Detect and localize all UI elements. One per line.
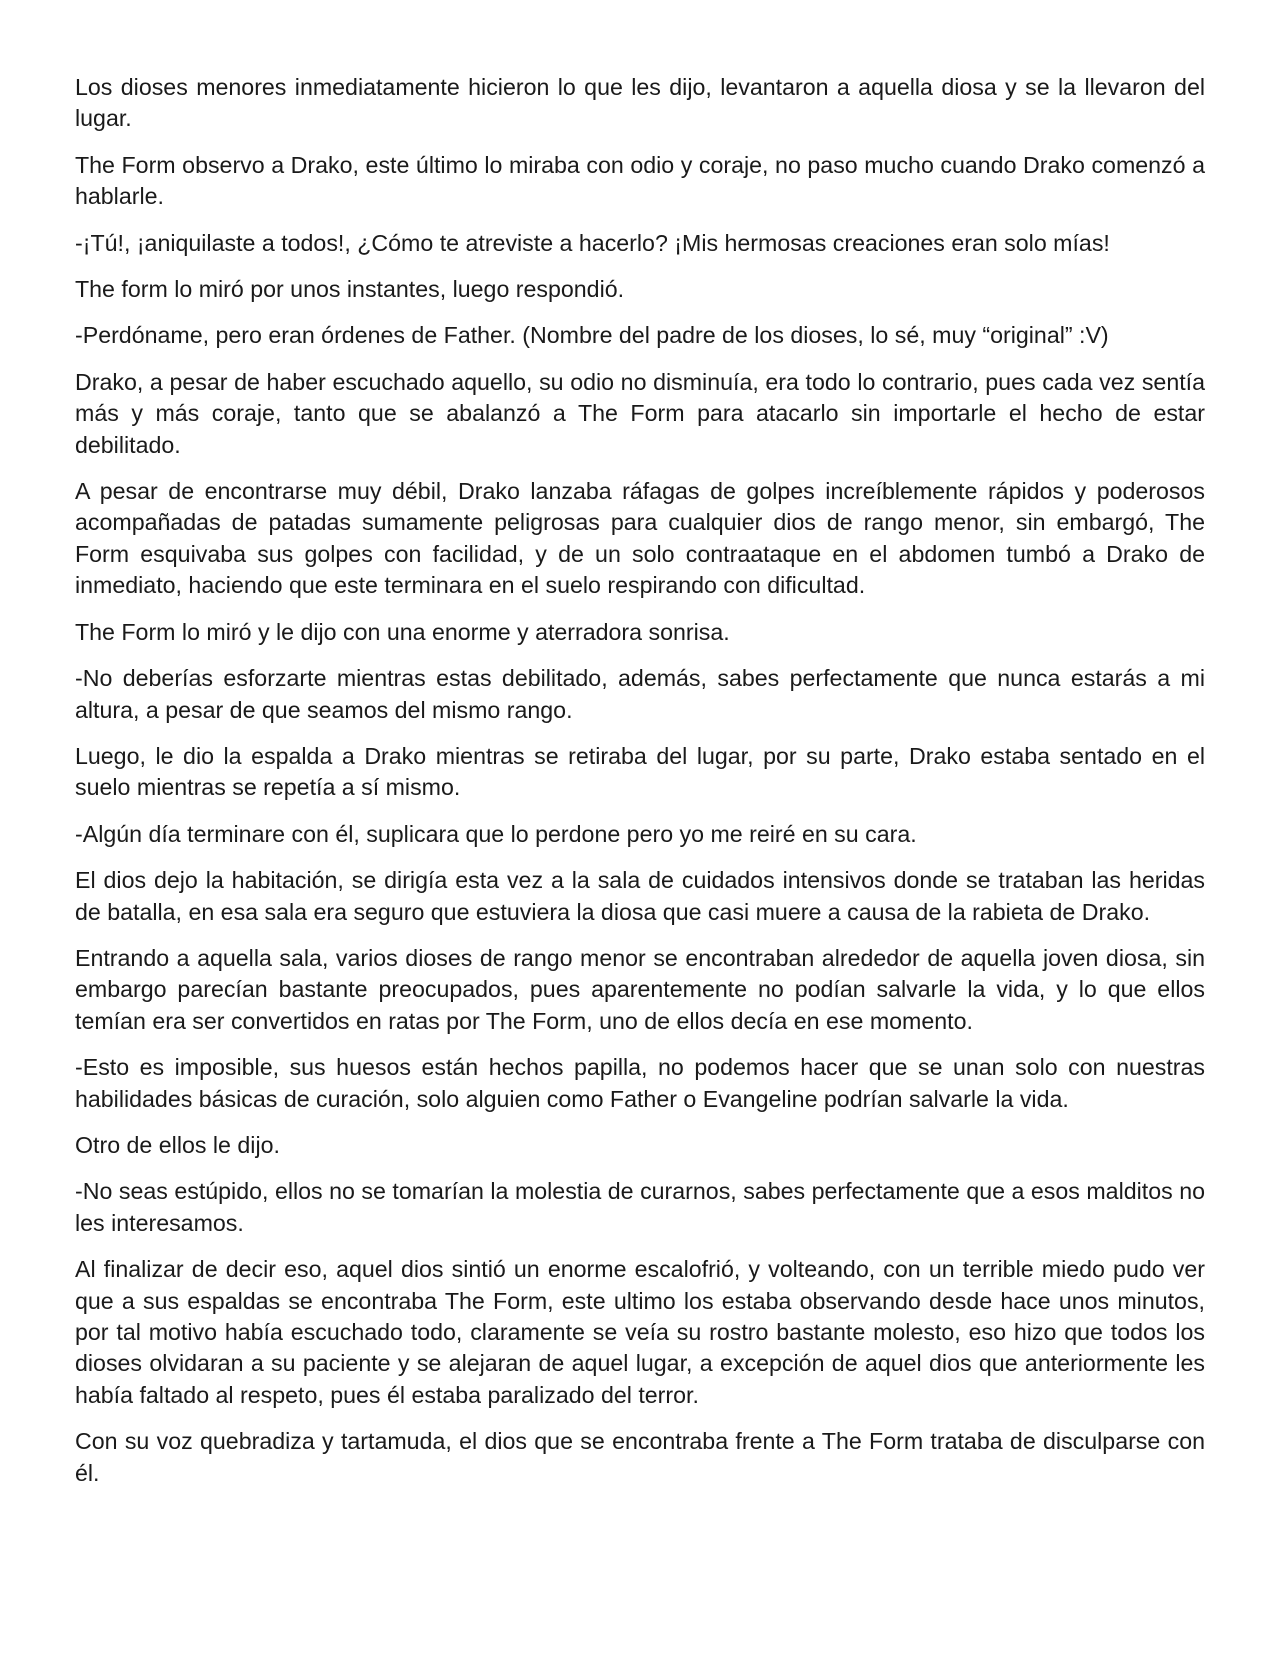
paragraph: The Form lo miró y le dijo con una enorme y aterradora sonrisa. — [75, 618, 730, 645]
paragraph: Los dioses menores inmediatamente hicieron lo que les dijo, levantaron a aquella diosa y se la llevaron del lugar. — [75, 74, 1205, 132]
paragraph: A pesar de encontrarse muy débil, Drako lanzaba ráfagas de golpes increíblemente rápidos y poderosos acompañadas de patadas sumamente peligrosas para cualquier dios de rango menor, sin embargó, The Form esquivaba sus golpes con facilidad, y de un solo contraataque en el abdomen tumbó a Drako de inmediato, haciendo que este terminara en el suelo respirando con dificultad. — [75, 478, 1205, 599]
paragraph: The form lo miró por unos instantes, luego respondió. — [75, 276, 625, 303]
paragraph: Drako, a pesar de haber escuchado aquello, su odio no disminuía, era todo lo contrario, pues cada vez sentía más y más coraje, tanto que se abalanzó a The Form para atacarlo sin importarle el hecho de estar debilitado. — [75, 368, 1205, 458]
paragraph: -Perdóname, pero eran órdenes de Father. (Nombre del padre de los dioses, lo sé, muy “original” :V) — [75, 322, 1109, 349]
paragraph: -Algún día terminare con él, suplicara que lo perdone pero yo me reiré en su cara. — [75, 820, 917, 847]
paragraph: -No deberías esforzarte mientras estas debilitado, además, sabes perfectamente que nunca estarás a mi altura, a pesar de que seamos del mismo rango. — [75, 665, 1205, 723]
paragraph: -Esto es imposible, sus huesos están hechos papilla, no podemos hacer que se unan solo con nuestras habilidades básicas de curación, solo alguien como Father o Evangeline podrían salvarle la vida. — [75, 1054, 1205, 1112]
paragraph: El dios dejo la habitación, se dirigía esta vez a la sala de cuidados intensivos donde se trataban las heridas de batalla, en esa sala era seguro que estuviera la diosa que casi muere a causa de la rabieta de Drako. — [75, 867, 1205, 925]
paragraph: -No seas estúpido, ellos no se tomarían la molestia de curarnos, sabes perfectamente que a esos malditos no les interesamos. — [75, 1178, 1205, 1236]
paragraph: The Form observo a Drako, este último lo miraba con odio y coraje, no paso mucho cuando Drako comenzó a hablarle. — [75, 151, 1205, 210]
paragraph: Luego, le dio la espalda a Drako mientras se retiraba del lugar, por su parte, Drako estaba sentado en el suelo mientras se repetía a sí mismo. — [75, 742, 1205, 801]
paragraph: Con su voz quebradiza y tartamuda, el dios que se encontraba frente a The Form trataba de disculparse con él. — [75, 1428, 1205, 1486]
paragraph: -¡Tú!, ¡aniquilaste a todos!, ¿Cómo te atreviste a hacerlo? ¡Mis hermosas creaciones eran solo mías! — [75, 229, 1110, 256]
paragraph: Al finalizar de decir eso, aquel dios sintió un enorme escalofrió, y volteando, con un terrible miedo pudo ver que a sus espaldas se encontraba The Form, este ultimo los estaba observando desde hace unos minutos, por tal motivo había escuchado todo, claramente se veía su rostro bastante molesto, eso hizo que todos los dioses olvidaran a su paciente y se alejaran de aquel lugar, a excepción de aquel dios que anteriormente les había faltado al respeto, pues él estaba paralizado del terror. — [75, 1256, 1205, 1408]
paragraph: Otro de ellos le dijo. — [75, 1131, 280, 1158]
paragraph: Entrando a aquella sala, varios dioses de rango menor se encontraban alrededor de aquella joven diosa, sin embargo parecían bastante preocupados, pues aparentemente no podían salvarle la vida, y lo que ellos temían era ser convertidos en ratas por The Form, uno de ellos decía en ese momento. — [75, 944, 1205, 1034]
document-page — [75, 72, 1205, 1504]
